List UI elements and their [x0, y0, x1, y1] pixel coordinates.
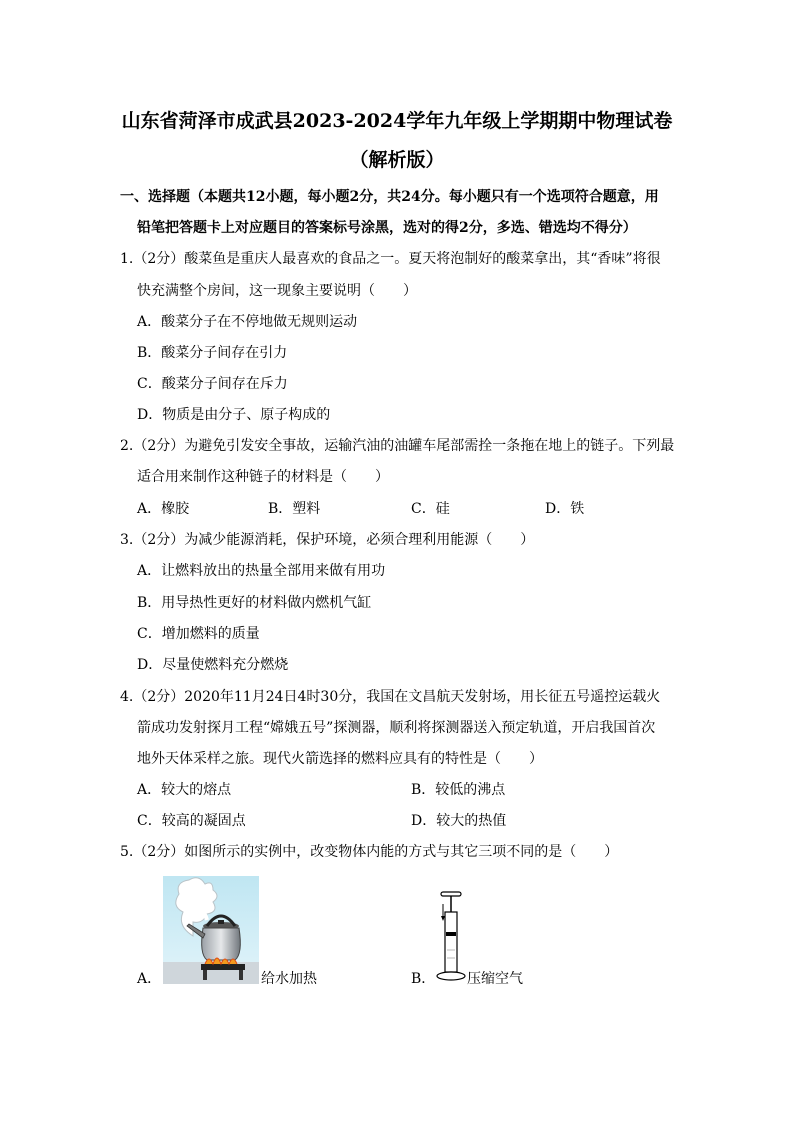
question-1-option-b: B．酸菜分子间存在引力 [137, 345, 288, 361]
page-title: 山东省菏泽市成武县2023-2024学年九年级上学期期中物理试卷 [121, 110, 673, 132]
question-1-stem: 1.（2分）酸菜鱼是重庆人最喜欢的食品之一。夏天将泡制好的酸菜拿出，其“香味”将很 [120, 251, 661, 267]
question-5-option-a-letter: A． [137, 971, 162, 987]
air-compression-cylinder-image [435, 890, 467, 982]
question-2-stem: 2.（2分）为避免引发安全事故，运输汽油的油罐车尾部需拴一条拖在地上的链子。下列最 [120, 438, 675, 454]
question-4-option-d: D．较大的热值 [411, 813, 507, 829]
page-subtitle: （解析版） [349, 149, 445, 171]
question-3-option-c: C．增加燃料的质量 [137, 626, 260, 642]
question-2-option-a: A．橡胶 [137, 501, 190, 517]
question-1-stem-cont: 快充满整个房间，这一现象主要说明（ ） [137, 283, 417, 299]
question-4-option-b: B．较低的沸点 [411, 782, 506, 798]
question-2-option-b: B．塑料 [268, 501, 321, 517]
question-5-option-b-letter: B． [411, 971, 436, 987]
question-5-option-a-caption: 给水加热 [261, 971, 317, 987]
question-5-stem: 5.（2分）如图所示的实例中，改变物体内能的方式与其它三项不同的是（ ） [120, 844, 619, 860]
section-header-line1: 一、选择题（本题共12小题，每小题2分，共24分。每小题只有一个选项符合题意，用 [120, 189, 659, 205]
question-4-option-c: C．较高的凝固点 [137, 813, 246, 829]
question-1-option-a: A．酸菜分子在不停地做无规则运动 [137, 314, 358, 330]
question-4-option-a: A．较大的熔点 [137, 782, 232, 798]
question-2-stem-cont: 适合用来制作这种链子的材料是（ ） [137, 469, 389, 485]
question-4-stem: 4.（2分）2020年11月24日4时30分，我国在文昌航天发射场，用长征五号遥控运载火 [120, 689, 661, 705]
question-1-option-d: D．物质是由分子、原子构成的 [137, 407, 331, 423]
question-3-option-b: B．用导热性更好的材料做内燃机气缸 [137, 595, 372, 611]
question-4-stem-cont1: 箭成功发射探月工程“嫦娥五号”探测器，顺利将探测器送入预定轨道，开启我国首次 [137, 720, 656, 736]
question-4-stem-cont2: 地外天体采样之旅。现代火箭选择的燃料应具有的特性是（ ） [137, 751, 543, 767]
question-1-option-c: C．酸菜分子间存在斥力 [137, 376, 288, 392]
section-header-line2: 铅笔把答题卡上对应题目的答案标号涂黑，选对的得2分，多选、错选均不得分） [137, 220, 637, 236]
question-5-option-b-caption: 压缩空气 [467, 971, 523, 987]
question-2-option-d: D．铁 [545, 501, 585, 517]
question-3-option-d: D．尽量使燃料充分燃烧 [137, 657, 289, 673]
kettle-heating-image [163, 876, 259, 984]
question-2-option-c: C．硅 [411, 501, 450, 517]
question-3-stem: 3.（2分）为减少能源消耗，保护环境，必须合理利用能源（ ） [120, 532, 535, 548]
question-3-option-a: A．让燃料放出的热量全部用来做有用功 [137, 563, 386, 579]
